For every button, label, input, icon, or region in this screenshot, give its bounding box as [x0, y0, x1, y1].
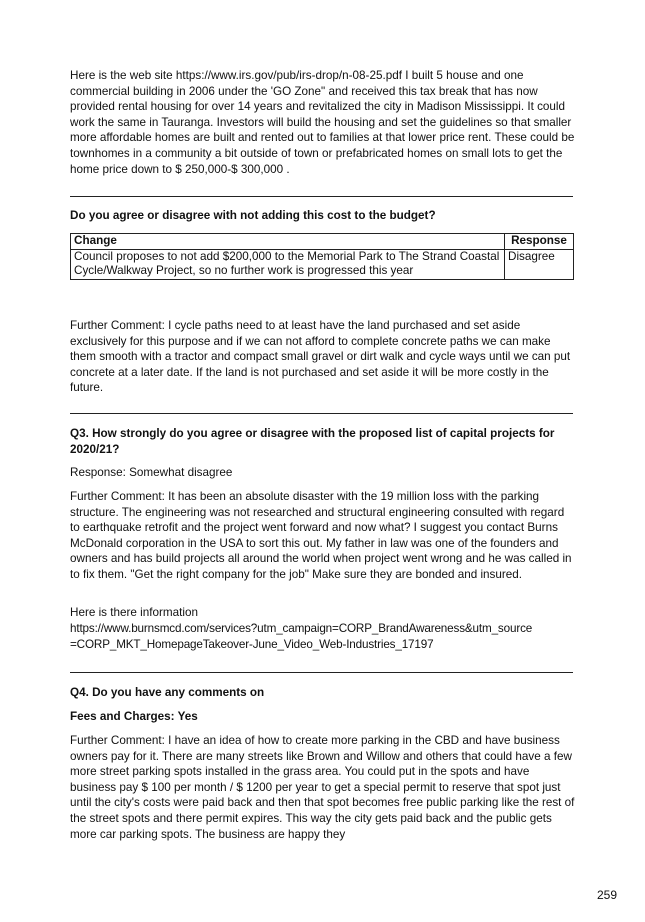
- budget-question: Do you agree or disagree with not adding this cost to the budget?: [70, 209, 436, 222]
- section-divider: [70, 413, 573, 414]
- intro-paragraph: Here is the web site https://www.irs.gov/pub/irs-drop/n-08-25.pdf I built 5 house and one commercial building in 2006 under the 'GO Zone" and received this tax break that has now provided rental housing for over 14 years and revitalized the city in Madison Mississippi. It could work the same in Tauranga. Investors will build the housing and set the guidelines so that smaller more affordable homes are built and rented out to families at that lower price rent. These could be townhomes in a community a bit outside of town or prefabricated homes on small lots to get the home price down to $ 250,000-$ 300,000 .: [70, 69, 575, 176]
- section-divider: [70, 672, 573, 673]
- q3-comment: Further Comment: It has been an absolute disaster with the 19 million loss with the parking structure. The engineering was not researched and structural engineering consulted with regard to earthquake retrofit and the project went forward and now what? I suggest you contact Burns McDonald corporation in the USA to sort this out. My father in law was one of the founders and owners and has build projects all around the world when project went wrong and he was called in to fix them. "Get the right company for the job" Make sure they are bonded and insured.: [70, 490, 572, 581]
- q3-info-label: Here is there information: [70, 606, 198, 619]
- section-divider: [70, 196, 573, 197]
- change-table: [70, 233, 574, 280]
- response-column-header: Response: [505, 234, 574, 250]
- q3-question: Q3. How strongly do you agree or disagree with the proposed list of capital projects for 2020/21?: [70, 427, 555, 456]
- q4-comment: Further Comment: I have an idea of how to create more parking in the CBD and have business owners pay for it. There are many streets like Brown and Willow and others that could have a few more street parking spots installed in the grass area. You could put in the spots and have business pay $ 100 per month / $ 1200 per year to get a special permit to reserve that spot just until the city's costs were paid back and then that spot becomes free public parking like the rest of the street spots and there permit expires. This way the city gets paid back and the public gets more car parking spots. The business are happy they: [70, 734, 575, 841]
- change-cell: Council proposes to not add $200,000 to the Memorial Park to The Strand Coastal Cycle/Walkway Project, so no further work is progressed this year: [71, 249, 505, 279]
- page-number: 259: [596, 888, 617, 902]
- q3-info-url: https://www.burnsmcd.com/services?utm_campaign=CORP_BrandAwareness&utm_source =CORP_MKT_HomepageTakeover-June_Video_Web-Industries_17197: [70, 622, 533, 651]
- q4-question: Q4. Do you have any comments on: [70, 686, 265, 699]
- change-column-header: Change: [71, 234, 505, 250]
- response-cell: Disagree: [505, 249, 574, 279]
- table-row: [71, 249, 574, 279]
- q3-response: Response: Somewhat disagree: [70, 466, 233, 479]
- q4-subheading: Fees and Charges: Yes: [70, 710, 198, 723]
- table-header-row: [71, 234, 574, 250]
- budget-comment: Further Comment: I cycle paths need to at least have the land purchased and set aside exclusively for this purpose and if we can not afford to complete concrete paths we can make them smooth with a tractor and compact small gravel or dirt walk and cycle ways until we can put concrete at a later date. If the land is not purchased and set aside it will be more costly in the future.: [70, 319, 571, 395]
